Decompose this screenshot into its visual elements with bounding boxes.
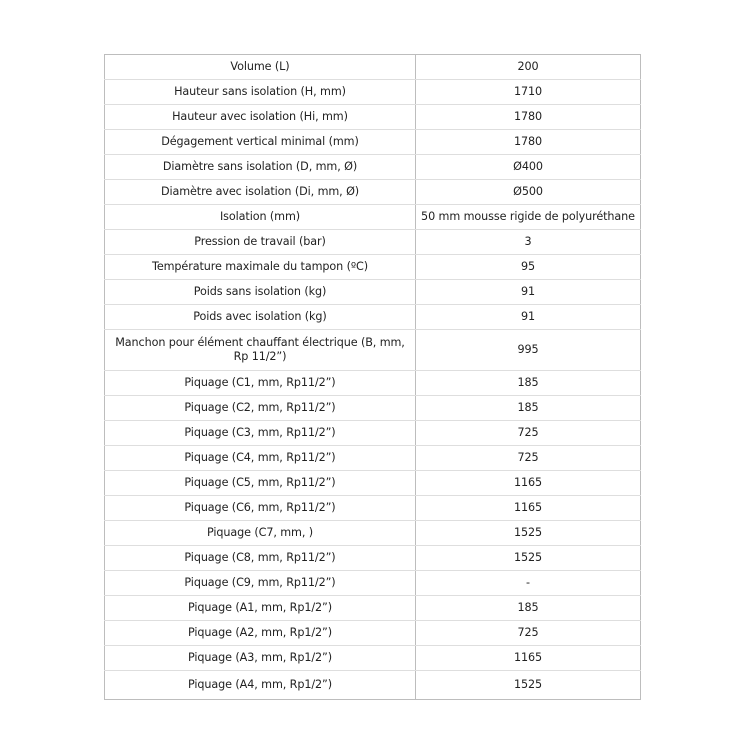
row-label: Piquage (C4, mm, Rp11/2”) [105, 446, 416, 471]
row-label: Piquage (C6, mm, Rp11/2”) [105, 496, 416, 521]
table-row [105, 596, 641, 621]
row-label: Diamètre sans isolation (D, mm, Ø) [105, 155, 416, 180]
table-row [105, 230, 641, 255]
table-row [105, 471, 641, 496]
table-row [105, 130, 641, 155]
row-value: 995 [416, 330, 641, 371]
table-row [105, 571, 641, 596]
row-value: 1165 [416, 496, 641, 521]
table-row [105, 371, 641, 396]
row-label: Piquage (A4, mm, Rp1/2”) [105, 671, 416, 700]
row-label: Manchon pour élément chauffant électrique (B, mm, Rp 11/2”) [105, 330, 416, 371]
row-value: 91 [416, 305, 641, 330]
row-value: Ø400 [416, 155, 641, 180]
row-value: 1525 [416, 546, 641, 571]
row-label: Piquage (C7, mm, ) [105, 521, 416, 546]
table-row [105, 396, 641, 421]
row-value: 725 [416, 621, 641, 646]
specifications-table [104, 54, 641, 700]
table-row [105, 496, 641, 521]
table-row [105, 155, 641, 180]
table-row [105, 105, 641, 130]
row-label: Poids avec isolation (kg) [105, 305, 416, 330]
table-row [105, 621, 641, 646]
row-label: Piquage (C8, mm, Rp11/2”) [105, 546, 416, 571]
row-label: Piquage (A3, mm, Rp1/2”) [105, 646, 416, 671]
row-label: Piquage (C1, mm, Rp11/2”) [105, 371, 416, 396]
table-row [105, 80, 641, 105]
row-value: 185 [416, 371, 641, 396]
table-row [105, 255, 641, 280]
row-label: Piquage (C9, mm, Rp11/2”) [105, 571, 416, 596]
row-label: Piquage (C5, mm, Rp11/2”) [105, 471, 416, 496]
row-label: Piquage (A1, mm, Rp1/2”) [105, 596, 416, 621]
table-row [105, 521, 641, 546]
table-row [105, 671, 641, 700]
row-value: 200 [416, 55, 641, 80]
row-value: 3 [416, 230, 641, 255]
row-value: 1165 [416, 646, 641, 671]
row-label: Volume (L) [105, 55, 416, 80]
row-value: 725 [416, 421, 641, 446]
row-label: Poids sans isolation (kg) [105, 280, 416, 305]
row-label: Piquage (A2, mm, Rp1/2”) [105, 621, 416, 646]
row-value: 1780 [416, 130, 641, 155]
row-value: 185 [416, 596, 641, 621]
row-label: Dégagement vertical minimal (mm) [105, 130, 416, 155]
table-row [105, 330, 641, 371]
table-row [105, 205, 641, 230]
row-value: 91 [416, 280, 641, 305]
row-label: Hauteur avec isolation (Hi, mm) [105, 105, 416, 130]
table-row [105, 180, 641, 205]
row-value: 1525 [416, 521, 641, 546]
table-row [105, 421, 641, 446]
row-value: 725 [416, 446, 641, 471]
table-row [105, 55, 641, 80]
row-label: Diamètre avec isolation (Di, mm, Ø) [105, 180, 416, 205]
row-value: Ø500 [416, 180, 641, 205]
row-label: Pression de travail (bar) [105, 230, 416, 255]
row-label: Piquage (C2, mm, Rp11/2”) [105, 396, 416, 421]
table-row [105, 280, 641, 305]
row-value: 1710 [416, 80, 641, 105]
row-value: 1525 [513, 678, 543, 691]
row-value: 1165 [416, 471, 641, 496]
table-row [105, 646, 641, 671]
table-row [105, 305, 641, 330]
row-value: 50 mm mousse rigide de polyuréthane [416, 205, 641, 230]
table-row [105, 546, 641, 571]
row-value: 1780 [416, 105, 641, 130]
row-value: 185 [416, 396, 641, 421]
row-label: Piquage (C3, mm, Rp11/2”) [105, 421, 416, 446]
table-row [105, 446, 641, 471]
row-label: Température maximale du tampon (ºC) [105, 255, 416, 280]
row-label: Hauteur sans isolation (H, mm) [105, 80, 416, 105]
row-label: Isolation (mm) [105, 205, 416, 230]
row-value: - [416, 571, 641, 596]
row-value: 95 [416, 255, 641, 280]
